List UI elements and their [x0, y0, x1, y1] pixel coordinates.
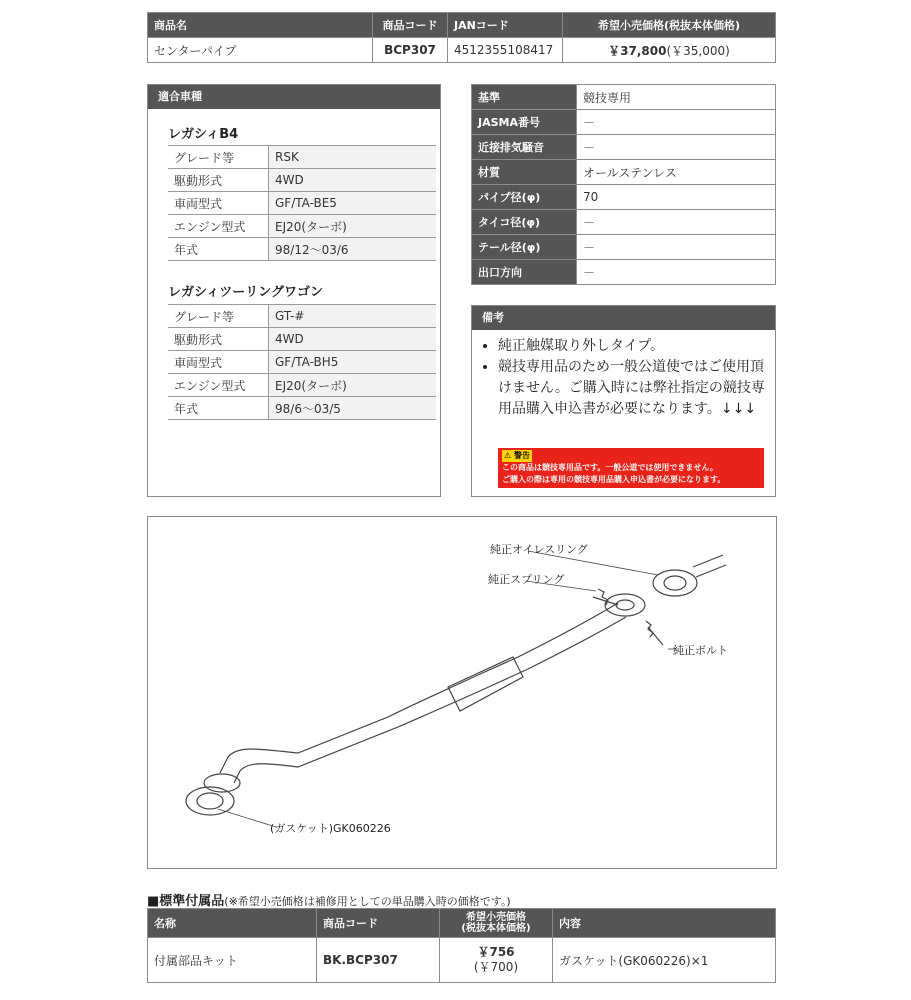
remark-item: • 純正触媒取り外しタイプ。 — [498, 336, 775, 357]
spec-value: 70 — [577, 185, 776, 210]
acc-header-code: 商品コード — [317, 909, 440, 938]
spec-key: タイコ径(φ) — [472, 210, 577, 235]
spec-value: オールステンレス — [577, 160, 776, 185]
remark-item: • 競技専用品のため一般公道使ではご使用頂けません。ご購入時には弊社指定の競技専用品購入申込書が必要になります。↓↓↓ — [498, 357, 775, 420]
acc-code: BK.BCP307 — [317, 938, 440, 983]
spec-value: － — [577, 235, 776, 260]
car-spec-value: EJ20(ターボ) — [269, 374, 437, 397]
spec-key: JASMA番号 — [472, 110, 577, 135]
accessories-note: (※希望小売価格は補修用としての単品購入時の価格です。) — [224, 895, 511, 908]
product-jan: 4512355108417 — [448, 38, 563, 63]
spec-value: － — [577, 110, 776, 135]
car-spec-key: 駆動形式 — [168, 328, 269, 351]
warning-label-text: 警告 — [513, 451, 530, 460]
spec-value: 競技専用 — [577, 85, 776, 110]
remarks-list — [472, 336, 775, 420]
car-spec-key: 年式 — [168, 397, 269, 420]
label-spring: 純正スプリング — [488, 573, 565, 586]
car-name-wagon: レガシィツーリングワゴン — [168, 285, 323, 300]
accessories-table — [147, 908, 776, 983]
spec-value: － — [577, 260, 776, 285]
acc-header-price-line1: 希望小売価格 — [466, 912, 526, 923]
car-spec-value: 98/6～03/5 — [269, 397, 437, 420]
car-spec-table-wagon — [168, 304, 436, 420]
acc-content: ガスケット(GK060226)×1 — [553, 938, 776, 983]
header-product-code: 商品コード — [373, 13, 448, 38]
acc-header-price-line2: (税抜本体価格) — [461, 923, 531, 934]
remarks-title: 備考 — [472, 306, 775, 330]
upstream-pipe — [693, 555, 726, 577]
product-price: ￥37,800 — [608, 43, 667, 58]
product-code: BCP307 — [373, 38, 448, 63]
car-name-b4: レガシィB4 — [168, 127, 239, 142]
acc-header-content: 内容 — [553, 909, 776, 938]
car-spec-key: グレード等 — [168, 146, 269, 169]
exhaust-drawing — [148, 517, 776, 868]
front-flange — [653, 570, 697, 596]
spec-table — [471, 84, 776, 285]
header-jan: JANコード — [448, 13, 563, 38]
car-spec-key: 駆動形式 — [168, 169, 269, 192]
car-spec-value: RSK — [269, 146, 437, 169]
acc-price-cell — [440, 938, 553, 983]
exhaust-diagram — [147, 516, 777, 869]
car-spec-key: エンジン型式 — [168, 215, 269, 238]
spec-key: 出口方向 — [472, 260, 577, 285]
spec-key: テール径(φ) — [472, 235, 577, 260]
car-spec-value: 98/12～03/6 — [269, 238, 437, 261]
warning-banner — [498, 448, 764, 488]
spec-key: 基準 — [472, 85, 577, 110]
car-spec-value: GF/TA-BE5 — [269, 192, 437, 215]
fitment-panel — [147, 84, 441, 497]
acc-price: ￥756 — [477, 945, 515, 959]
fitment-title: 適合車種 — [148, 85, 440, 109]
car-spec-table-b4 — [168, 145, 436, 261]
car-spec-value: GT-# — [269, 305, 437, 328]
accessories-title: ■標準付属品 — [147, 894, 225, 909]
car-spec-value: GF/TA-BH5 — [269, 351, 437, 374]
accessories-heading — [147, 890, 511, 909]
car-spec-key: 車両型式 — [168, 192, 269, 215]
warning-line-2: ご購入の際は専用の競技専用品購入申込書が必要になります。 — [502, 475, 726, 484]
spec-key: 材質 — [472, 160, 577, 185]
header-product-name: 商品名 — [148, 13, 373, 38]
spec-key: パイプ径(φ) — [472, 185, 577, 210]
car-spec-value: EJ20(ターボ) — [269, 215, 437, 238]
car-spec-key: エンジン型式 — [168, 374, 269, 397]
acc-header-price — [440, 909, 553, 938]
acc-header-name: 名称 — [148, 909, 317, 938]
product-table — [147, 12, 776, 63]
car-spec-key: グレード等 — [168, 305, 269, 328]
car-spec-key: 年式 — [168, 238, 269, 261]
warning-line-1: この商品は競技専用品です。一般公道では使用できません。 — [502, 463, 718, 472]
label-bolt: 純正ボルト — [673, 644, 728, 657]
car-spec-value: 4WD — [269, 169, 437, 192]
spec-key: 近接排気騒音 — [472, 135, 577, 160]
label-oil-ring: 純正オイレスリング — [490, 543, 588, 556]
acc-name: 付属部品キット — [148, 938, 317, 983]
label-gasket: (ガスケット)GK060226 — [270, 822, 391, 835]
product-name: センターパイプ — [148, 38, 373, 63]
product-price-ex: (￥35,000) — [666, 43, 730, 58]
car-spec-value: 4WD — [269, 328, 437, 351]
acc-price-ex: (￥700) — [473, 960, 519, 974]
remarks-panel — [471, 305, 776, 497]
rear-flange — [605, 594, 645, 616]
spec-value: － — [577, 135, 776, 160]
header-price: 希望小売価格(税抜本体価格) — [563, 13, 776, 38]
car-spec-key: 車両型式 — [168, 351, 269, 374]
warning-label: ⚠ 警告 — [504, 451, 530, 460]
product-price-cell — [563, 38, 776, 63]
spec-value: － — [577, 210, 776, 235]
